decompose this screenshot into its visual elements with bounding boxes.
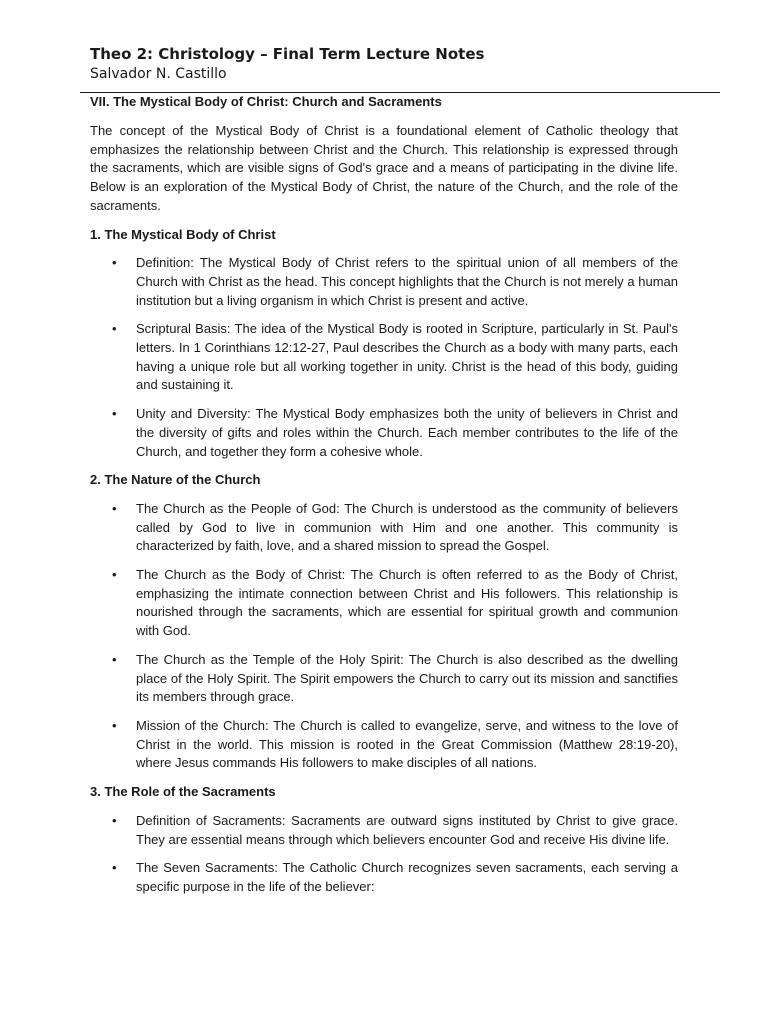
list-item <box>90 500 678 556</box>
bullet-icon: • <box>112 321 117 337</box>
bullet-icon: • <box>112 500 117 516</box>
list-item <box>90 812 678 849</box>
bullet-icon: • <box>112 651 117 667</box>
list-item-text: The Seven Sacraments: The Catholic Church recognizes seven sacraments, each serving a specific purpose in the life of the believer: <box>136 860 678 894</box>
bullet-icon: • <box>112 860 117 876</box>
list-item-text: Definition of Sacraments: Sacraments are outward signs instituted by Christ to give grace. They are essential means through which believers encounter God and receive His divine life. <box>136 812 678 847</box>
bullet-icon: • <box>112 567 117 583</box>
list-item <box>90 320 678 395</box>
list-item <box>90 566 678 641</box>
bullet-list-mystical-body <box>90 254 678 461</box>
list-item-text: Unity and Diversity: The Mystical Body emphasizes both the unity of believers in Christ and the diversity of gifts and roles within the Church. Each member contributes to the life of the Church, and together they form a cohesive whole. <box>136 406 678 459</box>
list-item <box>90 254 678 310</box>
document-body <box>90 93 678 907</box>
list-item-text: Definition: The Mystical Body of Christ refers to the spiritual union of all members of the Church with Christ as the head. This concept highlights that the Church is not merely a human institution but a living organism in which Christ is present and active. <box>136 255 678 308</box>
bullet-icon: • <box>112 717 117 733</box>
document-author: Salvador N. Castillo <box>90 66 227 82</box>
bullet-list-nature-of-church <box>90 500 678 773</box>
subsection-heading-sacraments: 3. The Role of the Sacraments <box>90 784 276 800</box>
list-item <box>90 859 678 896</box>
list-item <box>90 651 678 707</box>
subsection-heading-mystical-body: 1. The Mystical Body of Christ <box>90 226 276 242</box>
subsection-heading-nature-of-church: 2. The Nature of the Church <box>90 472 261 488</box>
list-item-text: The Church as the Temple of the Holy Spirit: The Church is also described as the dwelling place of the Holy Spirit. The Spirit empowers the Church to carry out its mission and sanctifies its members through grace. <box>136 651 678 705</box>
list-item-text: The Church as the People of God: The Church is understood as the community of believers called by God to live in communion with Him and one another. This community is characterized by faith, love, and a shared mission to spread the Gospel. <box>136 500 678 554</box>
bullet-icon: • <box>112 255 117 271</box>
bullet-list-sacraments <box>90 812 678 897</box>
bullet-icon: • <box>112 406 117 422</box>
bullet-icon: • <box>112 812 117 828</box>
document-header <box>90 44 720 84</box>
document-title: Theo 2: Christology – Final Term Lecture Notes <box>90 45 485 63</box>
list-item <box>90 405 678 461</box>
list-item-text: Mission of the Church: The Church is called to evangelize, serve, and witness to the love of Christ in the world. This mission is rooted in the Great Commission (Matthew 28:19-20), where Jesus commands His followers to make disciples of all nations. <box>136 717 678 771</box>
intro-paragraph: The concept of the Mystical Body of Christ is a foundational element of Catholic theology that emphasizes the relationship between Christ and the Church. This relationship is expressed through the sacraments, which are visible signs of God's grace and a means of participating in the divine life. Below is an exploration of the Mystical Body of Christ, the nature of the Church, and the role of the sacraments. <box>90 123 678 213</box>
list-item-text: Scriptural Basis: The idea of the Mystical Body is rooted in Scripture, particularly in St. Paul's letters. In 1 Corinthians 12:12-27, Paul describes the Church as a body with many parts, each having a unique role but all working together in unity. Christ is the head of this body, guiding and sustaining it. <box>136 321 678 393</box>
list-item <box>90 717 678 773</box>
list-item-text: The Church as the Body of Christ: The Church is often referred to as the Body of Christ, emphasizing the intimate connection between Christ and His followers. This relationship is nourished through the sacraments, which are essential for spiritual growth and communion with God. <box>136 567 678 639</box>
section-heading: VII. The Mystical Body of Christ: Church and Sacraments <box>90 94 442 109</box>
